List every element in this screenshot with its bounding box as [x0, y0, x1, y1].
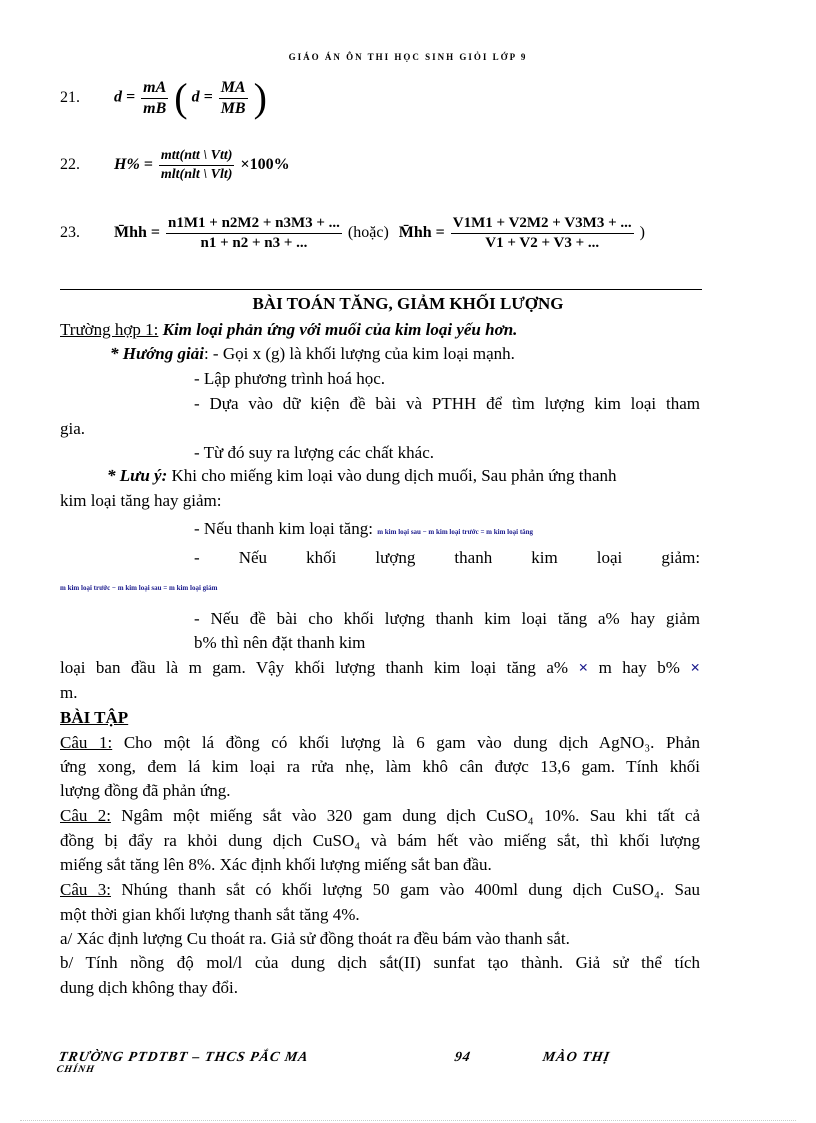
exercise-2-line-1: Câu 2: Ngâm một miếng sắt vào 320 gam dung dịch CuSO₄ 10%. Sau khi tất cả	[60, 806, 700, 825]
guide-line-3: - Dựa vào dữ kiện đề bài và PTHH để tìm lượng kim loại tham	[194, 394, 700, 413]
exercise-1-line-1: Câu 1: Cho một lá đồng có khối lượng là 6 gam vào dung dịch AgNO₃. Phản	[60, 733, 700, 752]
decrease-formula: m kim loại trước − m kim loại sau = m kim loại giảm	[60, 584, 218, 592]
footer-school-2: CHÍNH	[55, 1064, 96, 1075]
question-label: Câu 2:	[60, 806, 111, 825]
note-decrease-words: - Nếu khối lượng thanh kim loại giảm:	[194, 548, 701, 567]
note-line-2: kim loại tăng hay giảm:	[60, 491, 222, 510]
case-1-line	[60, 320, 517, 340]
footer-page-number: 94	[453, 1050, 472, 1065]
section-title: BÀI TOÁN TĂNG, GIẢM KHỐI LƯỢNG	[252, 294, 564, 313]
exercise-3-line-2: một thời gian khối lượng thanh sắt tăng 4%.	[60, 905, 360, 924]
exercise-3-part-b-2: dung dịch không thay đổi.	[60, 978, 239, 997]
guide-line-3b: gia.	[60, 419, 86, 438]
fraction: $\frac{\text{mtt(ntt \textbackslash{} Vtt)}}{\text{mlt(nlt \textbackslash{} Vlt)}}$	[160, 148, 233, 182]
note-line-1: * Lưu ý: Khi cho miếng kim loại vào dung dịch muối, Sau phản ứng thanh	[107, 466, 617, 485]
note-percent-4: m.	[60, 683, 78, 702]
exercise-1-line-3: lượng đồng đã phản ứng.	[60, 781, 231, 800]
footer-author: MÀO THỊ	[541, 1050, 612, 1065]
exercise-heading: BÀI TẬP	[60, 708, 129, 727]
formula-23: 23. M̄hh = $\frac{n1M1 + n2M2 + n3M3 + ...}{n1 + n2 + n3 + ...}$ (hoặc) M̄hh = $\frac{V1M1 + V2M2 + V3M3 + ...}{V1 + V2 + V3 + ...}$ )	[60, 215, 645, 251]
footer-school: TRƯỜNG PTDTBT – THCS PẮC MA	[57, 1050, 310, 1065]
fraction: $\frac{MA}{MB}$	[220, 78, 246, 117]
note-percent-3: loại ban đầu là m gam. Vậy khối lượng thanh kim loại tăng a% × m hay b% ×	[60, 658, 701, 677]
guide-label: * Hướng giải	[110, 344, 204, 363]
exercise-2-line-2: đồng bị đẩy ra khỏi dung dịch CuSO₄ và bám hết vào miếng sắt, thì khối lượng	[60, 831, 700, 850]
formula-21: 21. d = $\frac{mA}{mB}$ ( d = $\frac{MA}{MB}$ )	[60, 75, 267, 120]
times-sign: ×	[690, 658, 701, 677]
page-bottom-border	[20, 1120, 796, 1121]
guide-line-1: * Hướng giải: - Gọi x (g) là khối lượng của kim loại mạnh.	[110, 344, 515, 363]
formula-number: 21.	[60, 88, 80, 106]
formula-lhs: d =	[114, 88, 136, 106]
exercise-2-line-3: miếng sắt tăng lên 8%. Xác định khối lượng miếng sắt ban đầu.	[60, 855, 492, 874]
question-label: Câu 1:	[60, 733, 113, 752]
fraction: $\frac{V1M1 + V2M2 + V3M3 + ...}{V1 + V2 + V3 + ...}$	[452, 215, 632, 251]
exercise-3-part-a: a/ Xác định lượng Cu thoát ra. Giả sử đồng thoát ra đều bám vào thanh sắt.	[60, 929, 570, 948]
formula-number: 23.	[60, 224, 80, 242]
exercise-1-line-2: ứng xong, đem lá kim loại ra rửa nhẹ, làm khô cân được 13,6 gam. Tính khối	[60, 757, 700, 776]
exercise-3-part-b-1: b/ Tính nồng độ mol/l của dung dịch sắt(II) sunfat tạo thành. Giả sử thể tích	[60, 953, 700, 972]
formula-22: 22. H% = $\frac{\text{mtt(ntt \textbackslash{} Vtt)}}{\text{mlt(nlt \textbackslash{} Vlt)}}$ ×100%	[60, 148, 290, 182]
fraction: $\frac{n1M1 + n2M2 + n3M3 + ...}{n1 + n2 + n3 + ...}$	[168, 215, 340, 251]
divider	[60, 289, 702, 290]
note-percent-2: b% thì nên đặt thanh kim	[194, 633, 366, 652]
note-percent-1: - Nếu đề bài cho khối lượng thanh kim loại tăng a% hay giảm	[194, 609, 700, 628]
fraction: $\frac{mA}{mB}$	[143, 78, 167, 117]
page-header: GIÁO ÁN ÔN THI HỌC SINH GIỎI LỚP 9	[288, 52, 528, 62]
note-label: * Lưu ý:	[107, 466, 168, 485]
formula-lhs: M̄hh =	[114, 224, 161, 242]
increase-formula: m kim loại sau − m kim loại trước = m kim loại tăng	[377, 528, 534, 536]
times-sign: ×	[578, 658, 589, 677]
case-label: Trường hợp 1:	[60, 320, 159, 339]
formula-number: 22.	[60, 156, 80, 174]
question-label: Câu 3:	[60, 880, 111, 899]
guide-line-4: - Từ đó suy ra lượng các chất khác.	[194, 443, 434, 462]
guide-line-2: - Lập phương trình hoá học.	[194, 369, 385, 388]
formula-lhs: H% =	[114, 156, 153, 174]
exercise-3-line-1: Câu 3: Nhúng thanh sắt có khối lượng 50 gam vào 400ml dung dịch CuSO₄. Sau	[60, 880, 701, 899]
note-increase: - Nếu thanh kim loại tăng: m kim loại sau − m kim loại trước = m kim loại tăng	[194, 519, 534, 538]
case-text: Kim loại phản ứng với muối của kim loại yếu hơn.	[162, 320, 518, 339]
